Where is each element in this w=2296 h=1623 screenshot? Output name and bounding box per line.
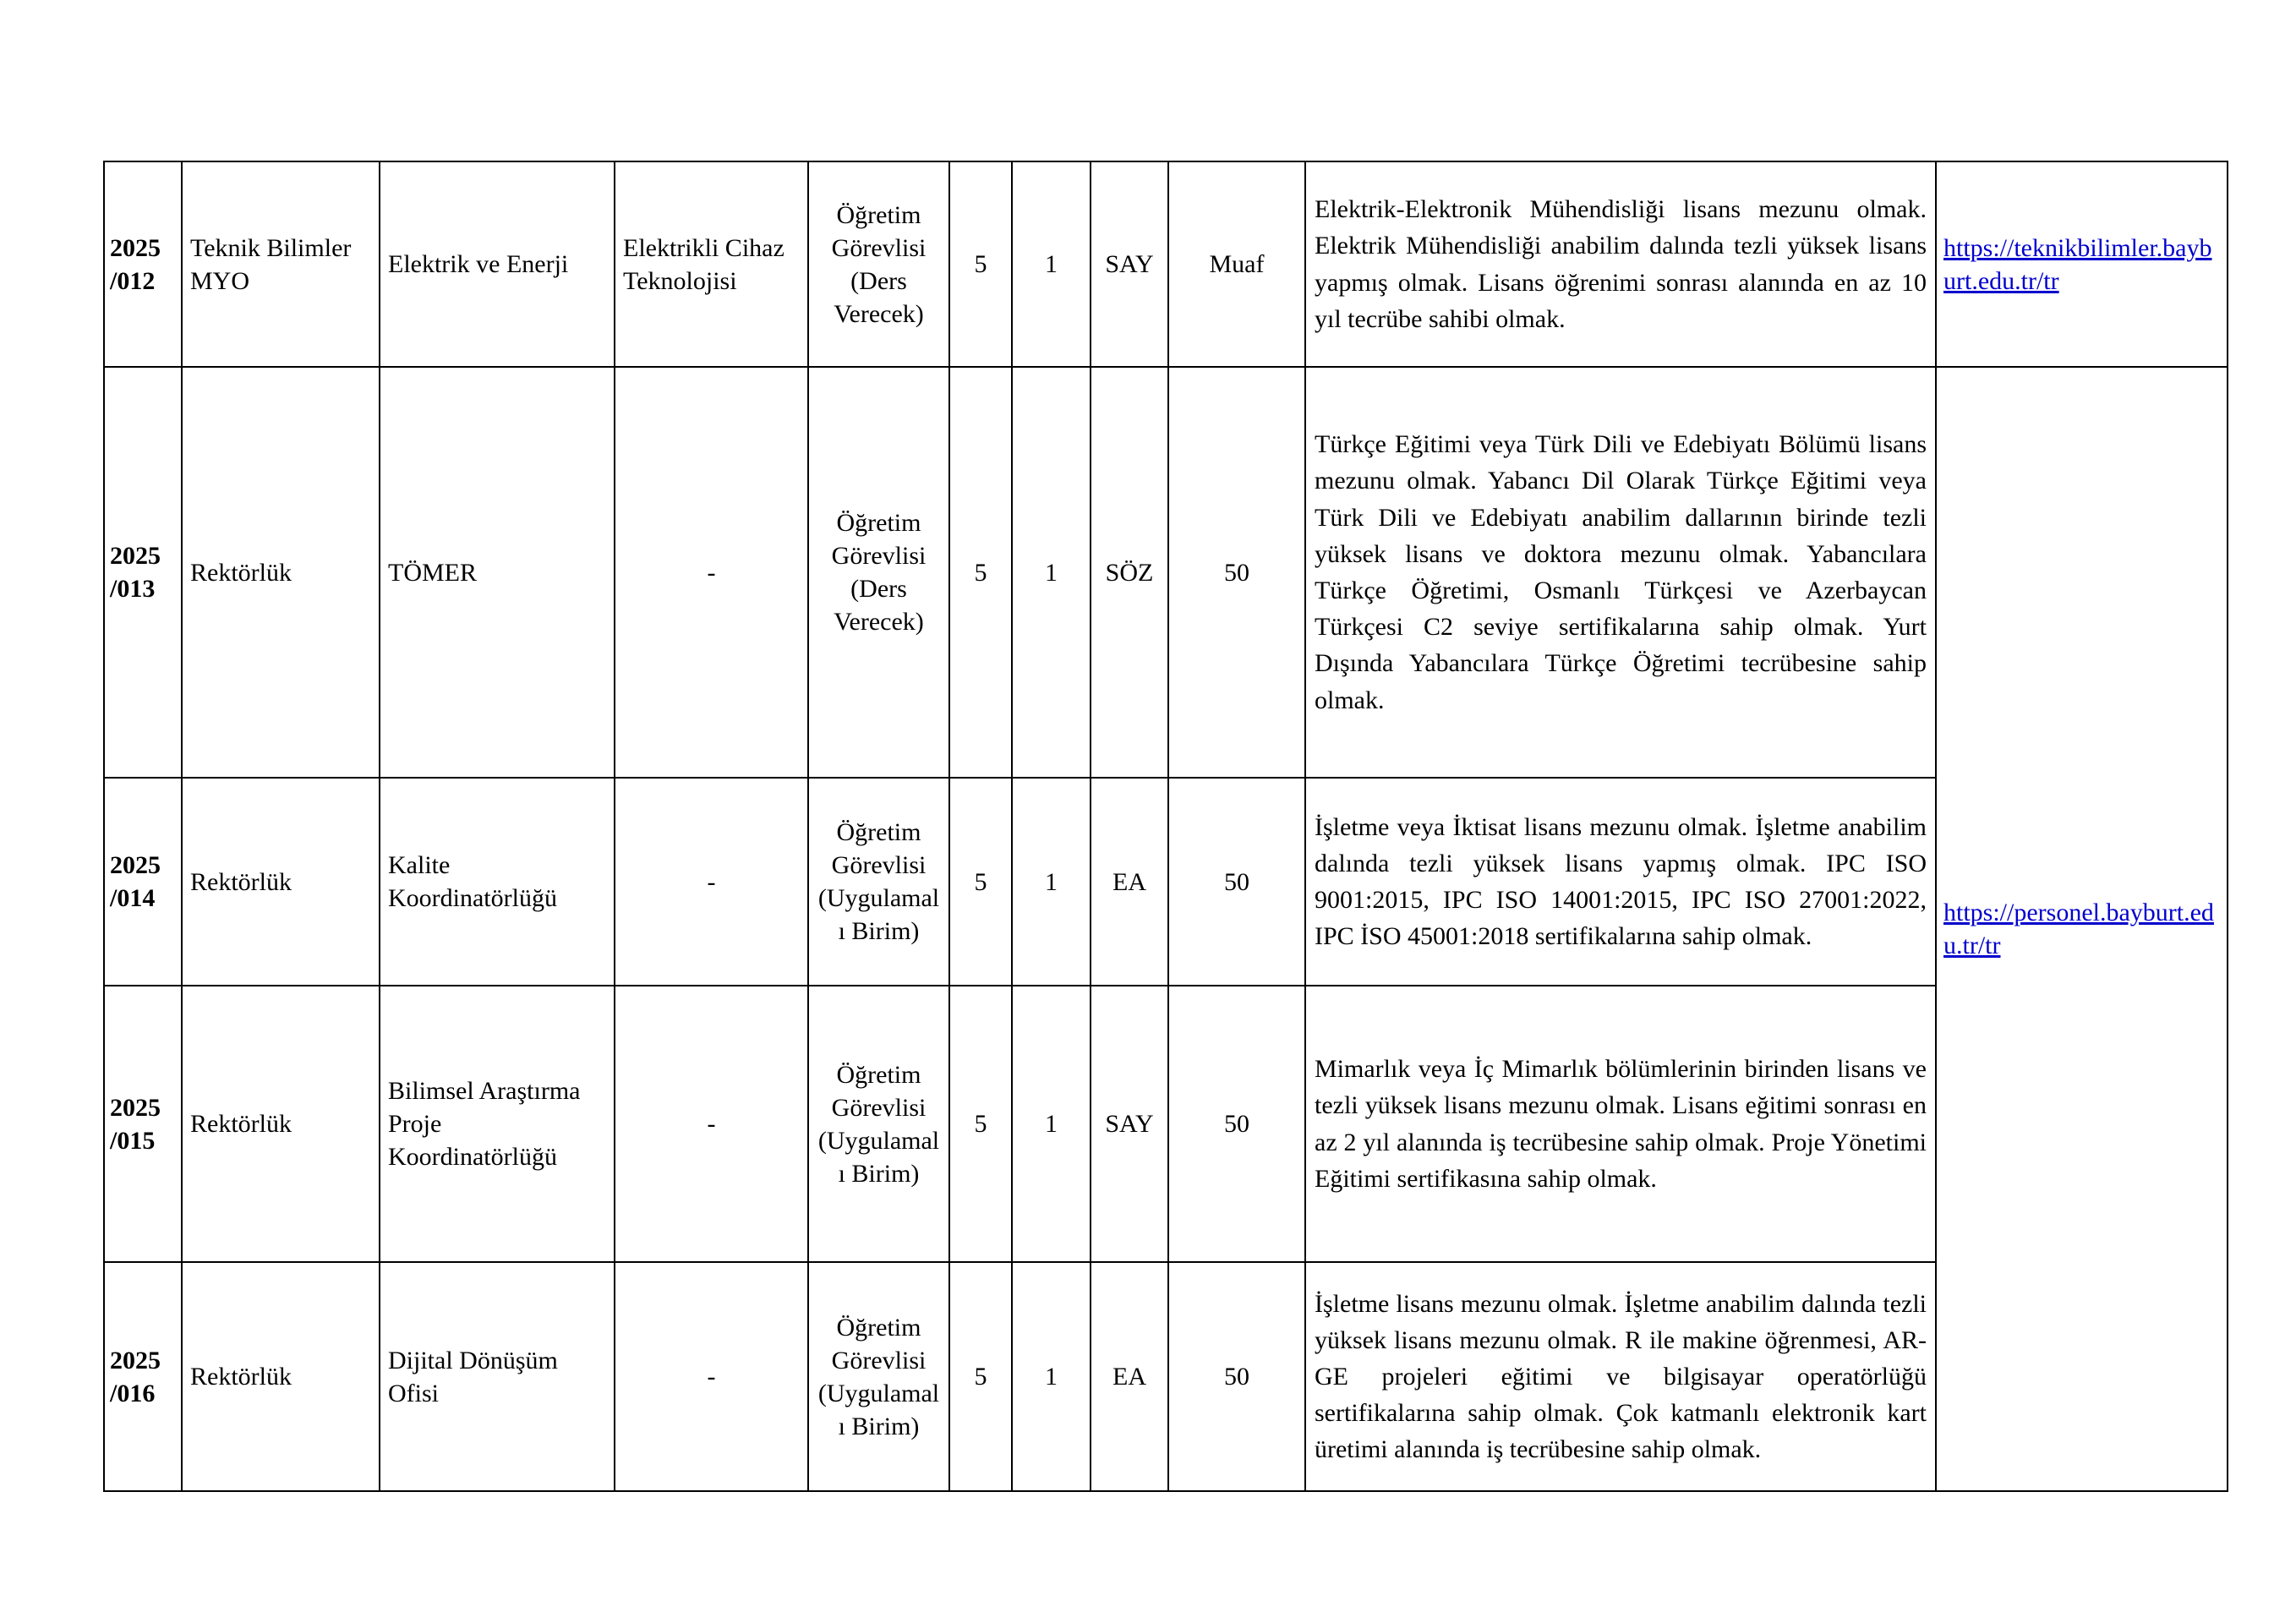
department-cell: Dijital Dönüşüm Ofisi: [380, 1262, 615, 1491]
title-cell: Öğretim Görevlisi (Uygulamalı Birim): [808, 986, 949, 1262]
unit-cell: Rektörlük: [182, 986, 380, 1262]
score-type-cell: SAY: [1091, 161, 1168, 367]
quota-cell: 1: [1012, 778, 1091, 986]
quota-cell: 1: [1012, 1262, 1091, 1491]
ales-score-cell: Muaf: [1168, 161, 1305, 367]
requirements-cell: İşletme lisans mezunu olmak. İşletme anabilim dalında tezli yüksek lisans mezunu olmak. R ile makine öğrenmesi, AR-GE projeleri eğitimi ve bilgisayar operatörlüğü sertifikalarına sahip olmak. Çok katmanlı elektronik kart üretimi alanında iş tecrübesine sahip olmak.: [1305, 1262, 1936, 1491]
ales-score-cell: 50: [1168, 986, 1305, 1262]
link-cell-shared: [1936, 367, 2228, 1491]
ales-score-cell: 50: [1168, 367, 1305, 778]
grade-cell: 5: [949, 986, 1012, 1262]
posting-code-year: 2025: [110, 851, 161, 879]
table-row: [104, 986, 2228, 1262]
unit-cell: Rektörlük: [182, 1262, 380, 1491]
score-type-cell: EA: [1091, 1262, 1168, 1491]
posting-code-number: /016: [110, 1379, 156, 1407]
unit-cell: Rektörlük: [182, 778, 380, 986]
title-cell: Öğretim Görevlisi (Uygulamalı Birim): [808, 1262, 949, 1491]
teknikbilimler-link[interactable]: https://teknikbilimler.bayburt.edu.tr/tr: [1943, 233, 2212, 295]
grade-cell: 5: [949, 367, 1012, 778]
program-cell: -: [615, 986, 808, 1262]
posting-code: [104, 1262, 182, 1491]
posting-code: [104, 367, 182, 778]
requirements-cell: Mimarlık veya İç Mimarlık bölümlerinin birinden lisans ve tezli yüksek lisans mezunu olmak. Lisans eğitimi sonrası en az 2 yıl alanında iş tecrübesine sahip olmak. Proje Yönetimi Eğitimi sertifikasına sahip olmak.: [1305, 986, 1936, 1262]
title-cell: Öğretim Görevlisi (Ders Verecek): [808, 161, 949, 367]
posting-code: [104, 778, 182, 986]
title-cell: Öğretim Görevlisi (Ders Verecek): [808, 367, 949, 778]
table-row: [104, 778, 2228, 986]
posting-code-number: /014: [110, 884, 156, 912]
ales-score-cell: 50: [1168, 1262, 1305, 1491]
link-cell: [1936, 161, 2228, 367]
posting-code-year: 2025: [110, 542, 161, 570]
table-row: [104, 367, 2228, 778]
score-type-cell: EA: [1091, 778, 1168, 986]
requirements-cell: Elektrik-Elektronik Mühendisliği lisans mezunu olmak. Elektrik Mühendisliği anabilim dalında tezli yüksek lisans yapmış olmak. Lisans öğrenimi sonrası alanında en az 10 yıl tecrübe sahibi olmak.: [1305, 161, 1936, 367]
table-row: [104, 161, 2228, 367]
department-cell: Elektrik ve Enerji: [380, 161, 615, 367]
program-cell: Elektrikli Cihaz Teknolojisi: [615, 161, 808, 367]
score-type-cell: SAY: [1091, 986, 1168, 1262]
posting-code-number: /013: [110, 575, 156, 603]
posting-code-year: 2025: [110, 1093, 161, 1122]
quota-cell: 1: [1012, 367, 1091, 778]
posting-code-number: /015: [110, 1126, 156, 1155]
job-postings-table: [103, 161, 2228, 1492]
department-cell: Bilimsel Araştırma Proje Koordinatörlüğü: [380, 986, 615, 1262]
quota-cell: 1: [1012, 986, 1091, 1262]
score-type-cell: SÖZ: [1091, 367, 1168, 778]
requirements-cell: Türkçe Eğitimi veya Türk Dili ve Edebiyatı Bölümü lisans mezunu olmak. Yabancı Dil Olarak Türkçe Eğitimi veya Türk Dili ve Edebiyatı anabilim dallarının birinde tezli yüksek lisans ve doktora mezunu olmak. Yabancılara Türkçe Öğretimi, Osmanlı Türkçesi ve Azerbaycan Türkçesi C2 seviye sertifikalarına sahip olmak. Yurt Dışında Yabancılara Türkçe Öğretimi tecrübesine sahip olmak.: [1305, 367, 1936, 778]
personel-link[interactable]: https://personel.bayburt.edu.tr/tr: [1943, 899, 2214, 959]
table-row: [104, 1262, 2228, 1491]
posting-code: [104, 161, 182, 367]
posting-code: [104, 986, 182, 1262]
ales-score-cell: 50: [1168, 778, 1305, 986]
quota-cell: 1: [1012, 161, 1091, 367]
grade-cell: 5: [949, 1262, 1012, 1491]
program-cell: -: [615, 778, 808, 986]
posting-code-year: 2025: [110, 1346, 161, 1374]
grade-cell: 5: [949, 161, 1012, 367]
unit-cell: Rektörlük: [182, 367, 380, 778]
program-cell: -: [615, 1262, 808, 1491]
department-cell: Kalite Koordinatörlüğü: [380, 778, 615, 986]
posting-code-year: 2025: [110, 233, 161, 262]
program-cell: -: [615, 367, 808, 778]
requirements-cell: İşletme veya İktisat lisans mezunu olmak. İşletme anabilim dalında tezli yüksek lisans yapmış olmak. IPC ISO 9001:2015, IPC ISO 14001:2015, IPC ISO 27001:2022, IPC İSO 45001:2018 sertifikalarına sahip olmak.: [1305, 778, 1936, 986]
grade-cell: 5: [949, 778, 1012, 986]
unit-cell: Teknik Bilimler MYO: [182, 161, 380, 367]
title-cell: Öğretim Görevlisi (Uygulamalı Birim): [808, 778, 949, 986]
department-cell: TÖMER: [380, 367, 615, 778]
posting-code-number: /012: [110, 266, 156, 295]
